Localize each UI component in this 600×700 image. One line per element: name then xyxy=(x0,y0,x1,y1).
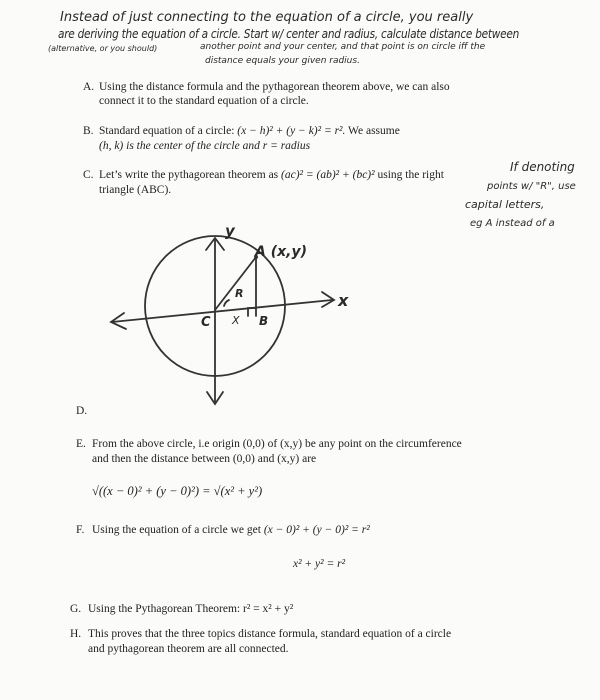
item-b-line2: (h, k) is the center of the circle and r = radius xyxy=(99,140,311,152)
item-e-equation: √((x − 0)² + (y − 0)²) = √(x² + y²) xyxy=(92,484,263,498)
diagram-point-a-label: A (x,y) xyxy=(255,244,307,260)
item-b-suffix: We assume xyxy=(345,125,400,137)
item-e-line2: and then the distance between (0,0) and (x,y) are xyxy=(92,453,317,465)
side-note-line1: If denoting xyxy=(510,160,575,174)
side-note-line4: eg A instead of a xyxy=(470,218,555,229)
item-g-letter: G. xyxy=(70,603,82,615)
handwritten-note-line4: distance equals your given radius. xyxy=(205,56,360,66)
item-a-line2: connect it to the standard equation of a circle. xyxy=(99,95,309,107)
item-c-equation: (ac)² = (ab)² + (bc)² xyxy=(281,169,375,181)
radius-line xyxy=(215,257,256,310)
item-f-line2: x² + y² = r² xyxy=(293,558,346,570)
item-d-letter: D. xyxy=(76,405,88,417)
diagram-y-label: y xyxy=(225,222,235,240)
item-b-letter: B. xyxy=(83,125,94,137)
item-f-equation: (x − 0)² + (y − 0)² = r² xyxy=(263,524,370,536)
handwritten-note-line3b: another point and your center, and that point is on circle iff the xyxy=(200,42,486,52)
angle-arc xyxy=(224,300,229,306)
item-b-equation: (x − h)² + (y − k)² = r². xyxy=(237,125,346,137)
diagram-c-label: C xyxy=(201,315,211,330)
item-h-letter: H. xyxy=(70,628,82,640)
handwritten-note-line1: Instead of just connecting to the equation of a circle, you really xyxy=(60,10,474,25)
item-a-line1: Using the distance formula and the pythagorean theorem above, we can also xyxy=(99,81,450,93)
item-f-letter: F. xyxy=(76,524,85,536)
item-c-suffix: using the right xyxy=(374,169,444,181)
item-f-line1 xyxy=(92,523,370,537)
diagram-b-label: B xyxy=(259,314,269,328)
diagram-x-label: x xyxy=(338,291,349,310)
right-angle-mark xyxy=(248,308,256,316)
item-b-prefix: Standard equation of a circle: xyxy=(99,125,238,137)
diagram-r-label: R xyxy=(235,287,244,300)
side-note-line3: capital letters, xyxy=(465,198,545,211)
item-a-letter: A. xyxy=(83,81,95,93)
item-f-prefix: Using the equation of a circle we get xyxy=(92,524,264,536)
handwritten-note-line3a: (alternative, or you should) xyxy=(48,44,158,53)
side-note-line2: points w/ "R", use xyxy=(487,181,576,192)
item-c-line2: triangle (ABC). xyxy=(99,184,172,196)
item-h-line1: This proves that the three topics distance formula, standard equation of a circle xyxy=(88,628,452,640)
item-e-line1: From the above circle, i.e origin (0,0) of (x,y) be any point on the circumference xyxy=(92,438,462,450)
item-e-letter: E. xyxy=(76,438,86,450)
item-c-letter: C. xyxy=(83,169,94,181)
handwritten-note-line2: are deriving the equation of a circle. Start w/ center and radius, calculate distance between xyxy=(58,27,520,41)
item-h-line2: and pythagorean theorem are all connected. xyxy=(88,643,289,655)
diagram-x-under-label: X xyxy=(232,314,240,327)
item-g-text: Using the Pythagorean Theorem: r² = x² + y² xyxy=(88,603,294,615)
item-c-prefix: Let’s write the pythagorean theorem as xyxy=(99,169,282,181)
